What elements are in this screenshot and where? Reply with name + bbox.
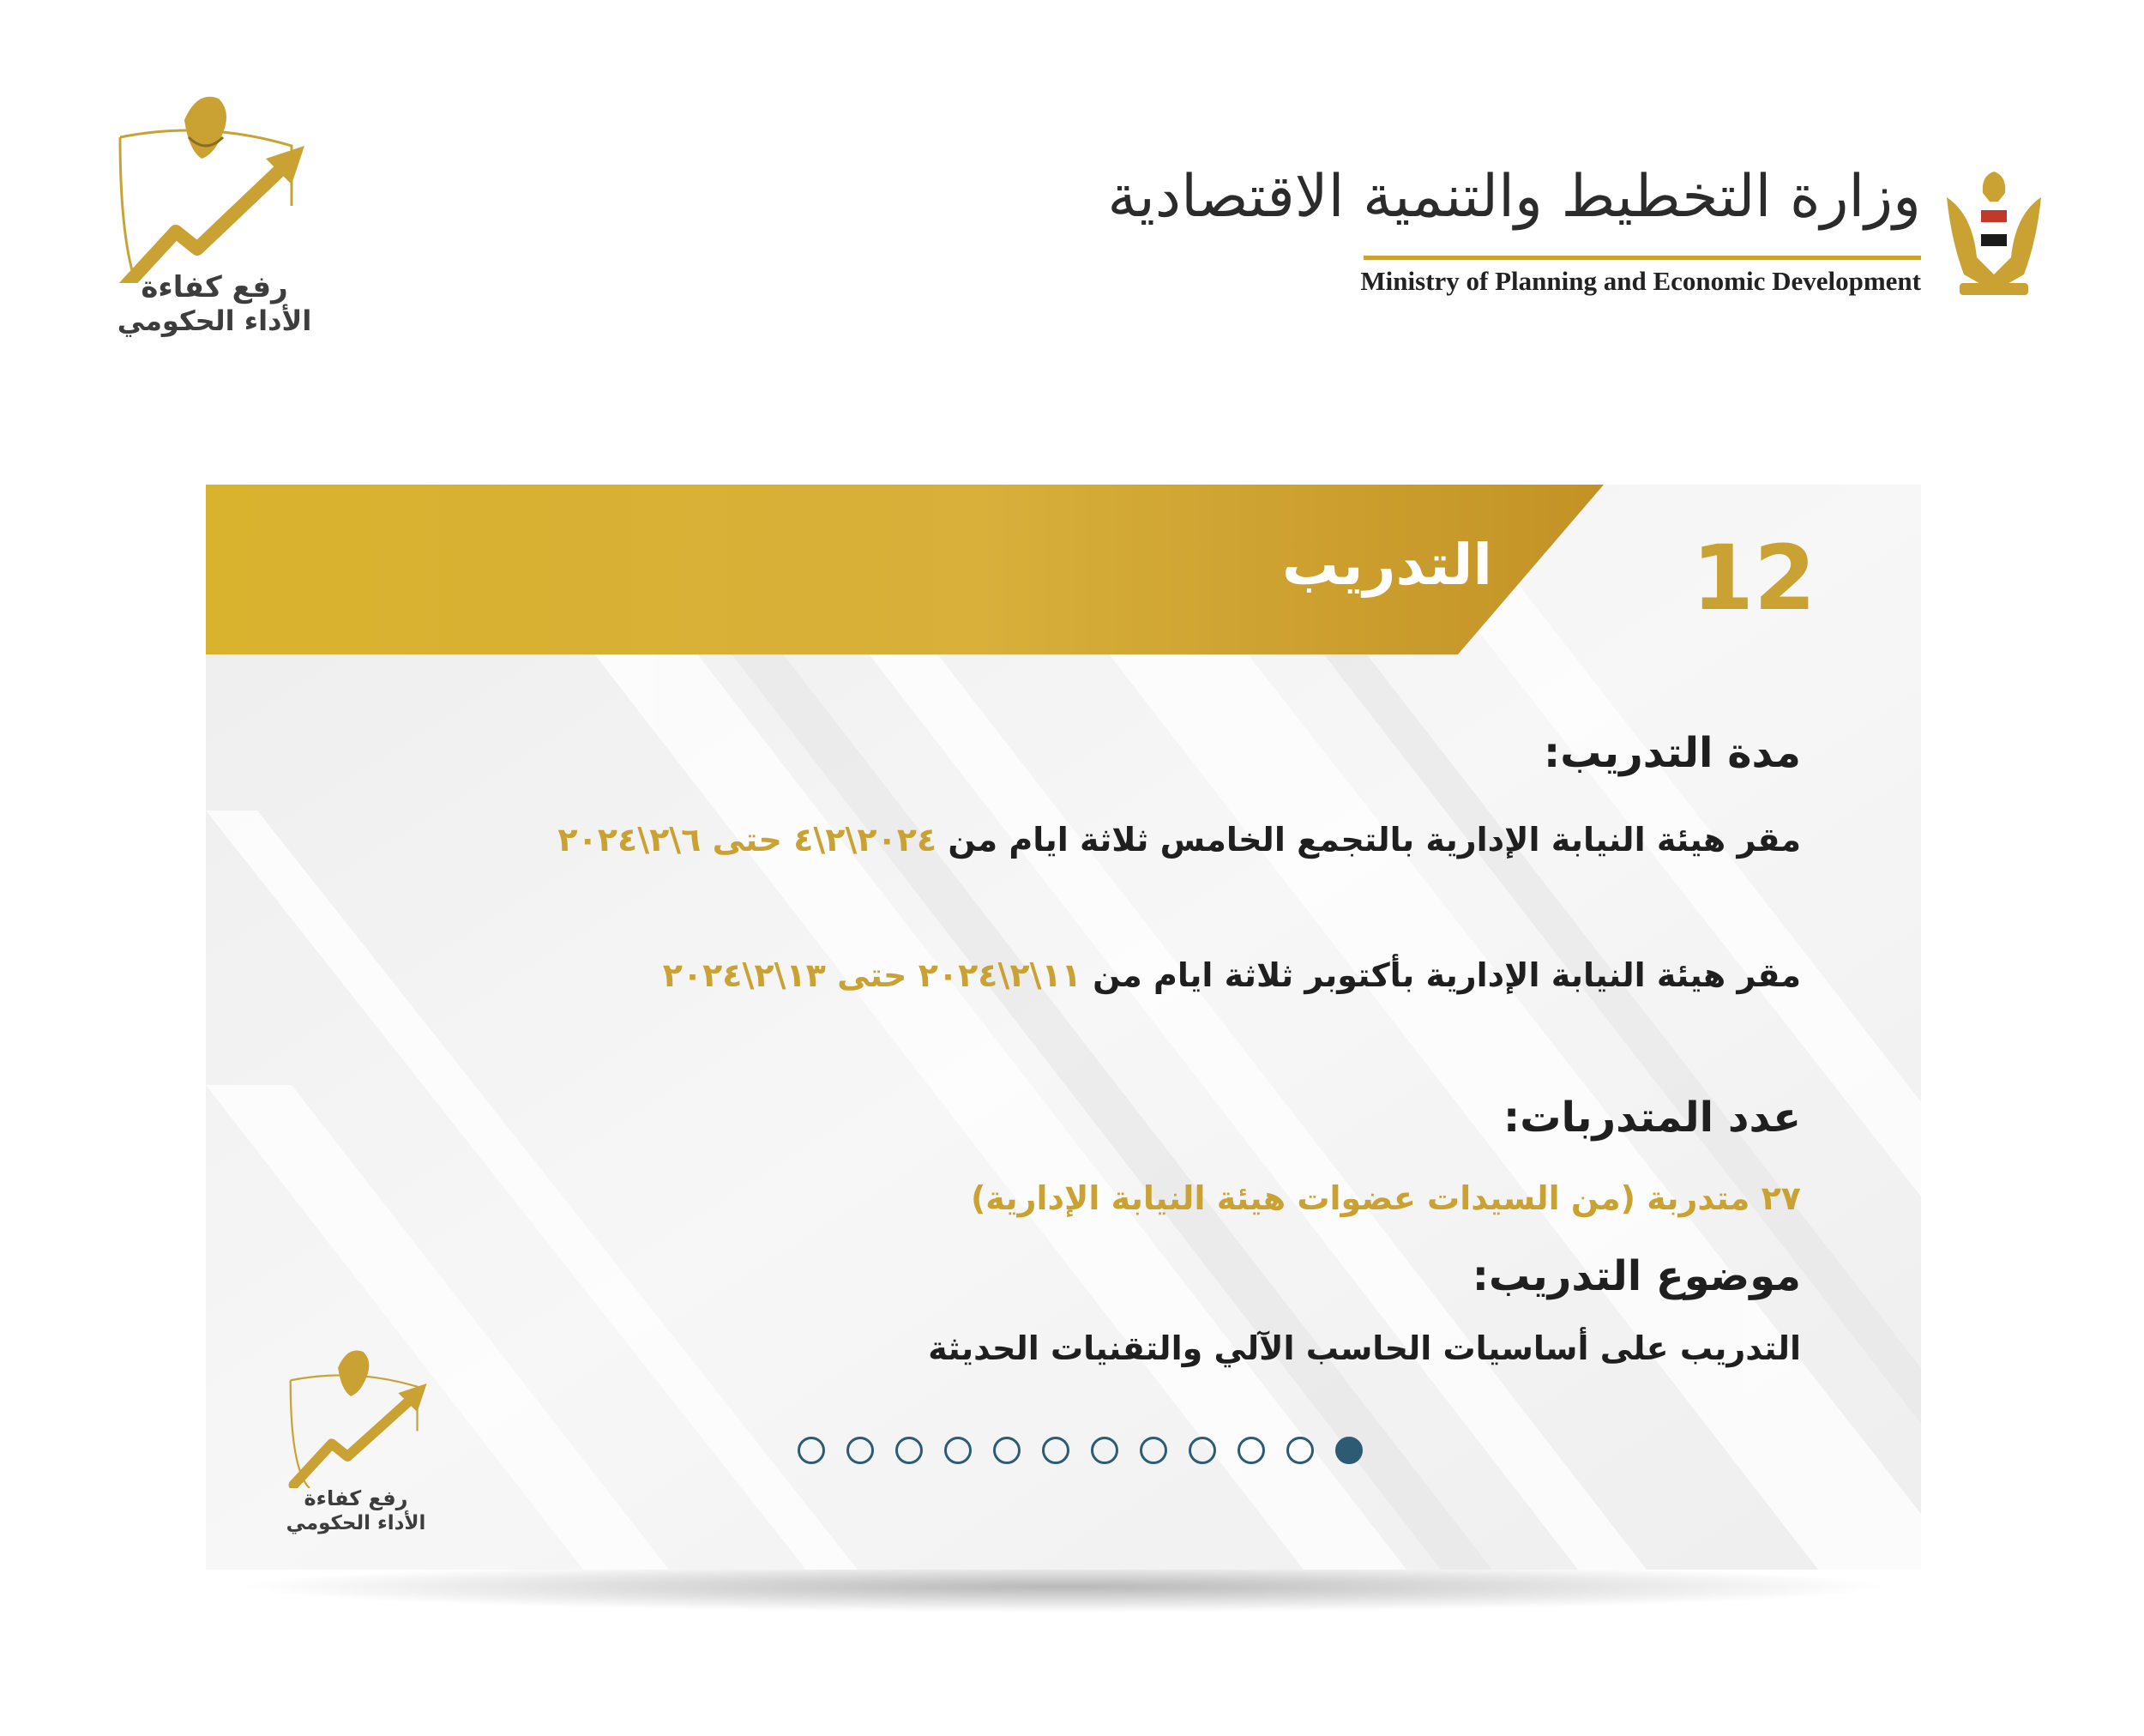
page-dot-6[interactable] bbox=[1042, 1437, 1069, 1464]
page-dot-4[interactable] bbox=[944, 1437, 972, 1464]
trainees-heading: عدد المتدربات: bbox=[1503, 1094, 1801, 1142]
card-title: التدريب bbox=[1281, 532, 1492, 598]
page-dot-2[interactable] bbox=[846, 1437, 874, 1464]
page-dot-10[interactable] bbox=[1238, 1437, 1265, 1464]
slide-number: 12 bbox=[1691, 526, 1816, 630]
training-card bbox=[206, 485, 1921, 1570]
session-2-dates: ١١\٢\٢٠٢٤ حتى ١٣\٢\٢٠٢٤ bbox=[662, 956, 1081, 994]
session-2-line bbox=[343, 956, 1801, 994]
eagle-arrow-icon bbox=[103, 86, 326, 283]
card-performance-logo bbox=[274, 1342, 446, 1548]
page-dot-8[interactable] bbox=[1140, 1437, 1167, 1464]
session-1-dates: ٢٠٢٤\٢\٤ حتى ٦\٢\٢٠٢٤ bbox=[557, 821, 937, 859]
duration-heading: مدة التدريب: bbox=[1544, 729, 1801, 777]
page-dot-5[interactable] bbox=[993, 1437, 1021, 1464]
page-dot-7[interactable] bbox=[1091, 1437, 1118, 1464]
logo-line-2: الأداء الحكومي bbox=[117, 304, 312, 337]
ministry-logo bbox=[1107, 163, 2050, 313]
session-2-location: مقر هيئة النيابة الإدارية بأكتوبر ثلاثة ايام من bbox=[1081, 956, 1801, 994]
eagle-emblem-icon bbox=[1938, 163, 2050, 300]
logo-line-1: رفع كفاءة bbox=[141, 270, 288, 304]
session-1-line bbox=[343, 821, 1801, 859]
page-dot-11[interactable] bbox=[1286, 1437, 1314, 1464]
page-dot-9[interactable] bbox=[1189, 1437, 1216, 1464]
pagination-dots bbox=[798, 1437, 1381, 1474]
card-logo-line-2: الأداء الحكومي bbox=[286, 1512, 426, 1534]
page-dot-12-active[interactable] bbox=[1335, 1437, 1363, 1464]
ministry-english-name: Ministry of Planning and Economic Development bbox=[1360, 266, 1921, 296]
page-dot-1[interactable] bbox=[798, 1437, 825, 1464]
topic-heading: موضوع التدريب: bbox=[1472, 1252, 1801, 1300]
eagle-arrow-icon bbox=[274, 1342, 446, 1488]
trainees-value: ٢٧ متدربة (من السيدات عضوات هيئة النيابة الإدارية) bbox=[970, 1179, 1801, 1217]
session-1-location: مقر هيئة النيابة الإدارية بالتجمع الخامس ثلاثة ايام من bbox=[936, 821, 1801, 859]
ministry-arabic-name: وزارة التخطيط والتنمية الاقتصادية bbox=[1107, 163, 1921, 231]
ministry-divider bbox=[1364, 256, 1921, 260]
topic-value: التدريب على أساسيات الحاسب الآلي والتقنيات الحديثة bbox=[928, 1329, 1801, 1367]
page-dot-3[interactable] bbox=[895, 1437, 923, 1464]
performance-logo bbox=[103, 86, 326, 343]
card-logo-line-1: رفع كفاءة bbox=[304, 1486, 408, 1510]
